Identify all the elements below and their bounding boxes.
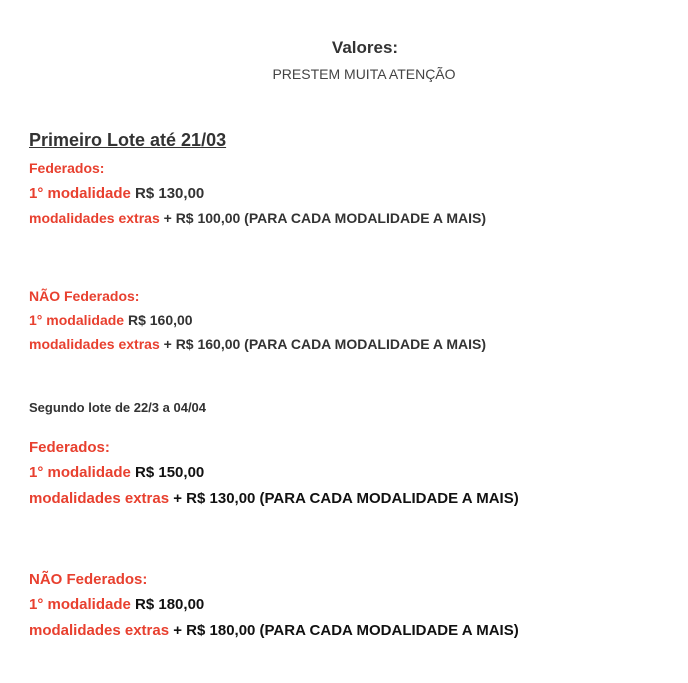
extra-modality-price: + R$ 160,00 (PARA CADA MODALIDADE A MAIS) (163, 336, 487, 352)
lote2-federados-extra (29, 490, 519, 507)
first-modality-label: 1° modalidade (29, 464, 131, 481)
lote1-heading: Primeiro Lote até 21/03 (29, 130, 227, 150)
first-modality-label: 1° modalidade (29, 312, 125, 328)
lote2-nao-federados-first (29, 596, 204, 613)
lote2-nao-federados-extra (29, 622, 519, 639)
first-modality-price: R$ 130,00 (135, 185, 205, 202)
extra-modality-price: + R$ 130,00 (PARA CADA MODALIDADE A MAIS) (173, 490, 519, 507)
first-modality-label: 1° modalidade (29, 596, 131, 613)
extra-modality-label: modalidades extras (29, 490, 170, 507)
extra-modality-price: + R$ 180,00 (PARA CADA MODALIDADE A MAIS) (173, 622, 519, 639)
lote2-federados-label: Federados: (29, 439, 110, 456)
first-modality-label: 1° modalidade (29, 185, 131, 202)
lote2-heading: Segundo lote de 22/3 a 04/04 (29, 400, 207, 415)
lote1-nao-federados-label: NÃO Federados: (29, 288, 140, 304)
lote1-nao-federados-extra (29, 336, 486, 352)
first-modality-price: R$ 150,00 (135, 464, 205, 481)
lote1-nao-federados-first (29, 312, 193, 328)
first-modality-price: R$ 160,00 (127, 312, 193, 328)
lote2-federados-first (29, 464, 204, 481)
first-modality-price: R$ 180,00 (135, 596, 205, 613)
extra-modality-label: modalidades extras (29, 210, 160, 226)
lote1-federados-first (29, 185, 204, 202)
extra-modality-label: modalidades extras (29, 336, 160, 352)
page-title: Valores: (331, 38, 399, 57)
extra-modality-label: modalidades extras (29, 622, 170, 639)
lote1-federados-label: Federados: (29, 160, 105, 176)
lote2-nao-federados-label: NÃO Federados: (29, 571, 148, 588)
extra-modality-price: + R$ 100,00 (PARA CADA MODALIDADE A MAIS) (163, 210, 487, 226)
lote1-federados-extra (29, 210, 486, 226)
page-subtitle: PRESTEM MUITA ATENÇÃO (272, 66, 456, 82)
